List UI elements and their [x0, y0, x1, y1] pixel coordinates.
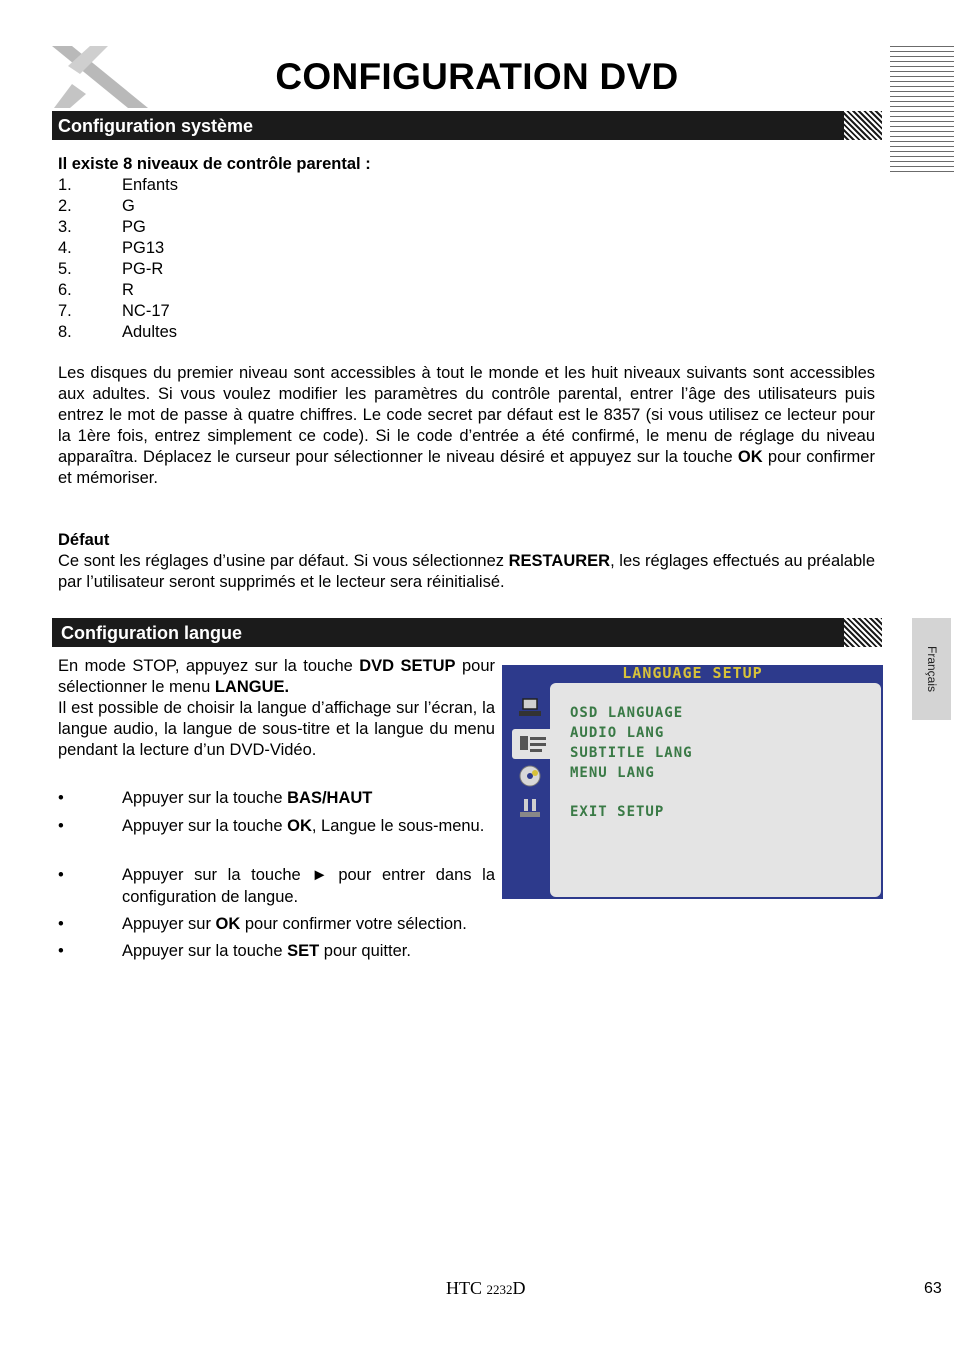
bullet-icon: • — [58, 942, 64, 960]
level-label: Adultes — [122, 323, 178, 341]
bullet-icon: • — [58, 817, 64, 835]
instruction-segment: BAS/HAUT — [287, 789, 373, 807]
level-number: 8. — [58, 323, 72, 341]
instruction-segment: Appuyer sur la touche — [122, 789, 288, 807]
tv-icon — [516, 697, 544, 719]
level-number: 6. — [58, 281, 72, 299]
instruction-segment: OK — [215, 915, 241, 933]
osd-icon-column — [510, 691, 550, 891]
language-description: Il est possible de choisir la langue d’affichage sur l’écran, la langue audio, la langue de sous-titre et la langue du menu pendant la lecture d’un DVD-Vidéo. — [58, 699, 495, 759]
hatch-decoration — [844, 111, 882, 140]
instruction-text — [122, 864, 495, 908]
menu-lang-item[interactable]: MENU LANG — [570, 765, 655, 781]
bullet-icon: • — [58, 915, 64, 933]
parental-paragraph — [58, 363, 875, 489]
instruction-segment: Appuyer sur — [122, 915, 216, 933]
instruction-segment: Appuyer sur la touche ► pour entrer dans la configuration de langue. — [122, 866, 495, 906]
parental-level-item — [58, 217, 146, 238]
level-number: 3. — [58, 218, 72, 236]
subtitle-lang-item[interactable]: SUBTITLE LANG — [570, 745, 693, 761]
level-number: 7. — [58, 302, 72, 320]
exit-setup-item[interactable]: EXIT SETUP — [570, 804, 665, 820]
paragraph-text-end: pour confirmer et mémoriser. — [58, 448, 875, 487]
instruction-segment: SET — [287, 942, 320, 960]
level-label: PG — [122, 218, 146, 236]
disc-icon — [516, 765, 544, 787]
osd-language-item[interactable]: OSD LANGUAGE — [570, 705, 684, 721]
model-number: 2232 — [486, 1282, 513, 1297]
level-label: R — [122, 281, 134, 299]
side-tab-label: Français — [924, 645, 939, 693]
osd-title: LANGUAGE SETUP — [622, 664, 763, 682]
model-prefix: HTC — [446, 1278, 487, 1298]
level-number: 2. — [58, 197, 72, 215]
parental-level-item — [58, 175, 178, 196]
decorative-stripes — [890, 46, 954, 172]
speaker-icon — [516, 797, 544, 819]
bullet-icon: • — [58, 866, 64, 884]
default-paragraph — [58, 551, 875, 593]
model-suffix: D — [512, 1278, 526, 1298]
level-label: PG-R — [122, 260, 164, 278]
page-title: CONFIGURATION DVD — [275, 56, 679, 97]
parental-level-item — [58, 322, 177, 343]
section-heading-system: Configuration système — [58, 116, 254, 136]
level-label: Enfants — [122, 176, 178, 194]
restore-label: RESTAURER — [508, 552, 611, 570]
hatch-decoration — [844, 618, 882, 647]
intro-text: En mode STOP, appuyez sur la touche — [58, 657, 360, 675]
paragraph-text: Les disques du premier niveau sont accessibles à tout le monde et les huit niveaux suivants sont accessibles aux adultes. Si vous voulez modifier les paramètres du contrôle parental, entrer l’âge des utilisateurs puis entrez le mot de passe à quatre chiffres. Le code secret par défaut est le 8357 (si vous utilisez ce lecteur pour la 1ère fois, entrez simplement ce code). Si le code d’entrée a été confirmé, le menu de réglage du niveau apparaîtra. Déplacez le curseur pour sélectionner le niveau désiré et appuyez sur la touche — [58, 364, 875, 466]
page-number: 63 — [924, 1280, 942, 1297]
section-heading-bar — [52, 111, 882, 140]
parental-intro: Il existe 8 niveaux de contrôle parental : — [58, 155, 371, 173]
instruction-segment: OK — [287, 817, 312, 835]
default-text-end: , les réglages effectués au préalable par l’utilisateur seront supprimés et le lecteur sera réinitialisé. — [58, 552, 875, 591]
instruction-text — [122, 787, 559, 809]
level-number: 1. — [58, 176, 72, 194]
instruction-text — [122, 940, 562, 962]
parental-level-item — [58, 301, 170, 322]
instruction-segment: pour quitter. — [319, 942, 411, 960]
dvd-setup-key: DVD SETUP — [359, 657, 456, 675]
bullet-icon: • — [58, 789, 64, 807]
intro-text-2: pour sélectionner le menu — [58, 657, 495, 696]
language-setup-screenshot — [502, 665, 883, 899]
footer-model — [446, 1278, 526, 1299]
default-heading: Défaut — [58, 531, 110, 549]
instruction-segment: Appuyer sur la touche — [122, 817, 288, 835]
ok-key-label: OK — [737, 448, 763, 466]
instruction-segment: pour confirmer votre sélection. — [240, 915, 467, 933]
parental-level-item — [58, 196, 135, 217]
audio-lang-item[interactable]: AUDIO LANG — [570, 725, 665, 741]
level-number: 4. — [58, 239, 72, 257]
language-side-tab — [912, 618, 951, 720]
level-label: PG13 — [122, 239, 165, 257]
instruction-text — [122, 815, 495, 837]
default-text: Ce sont les réglages d’usine par défaut. Si vous sélectionnez — [58, 552, 509, 570]
instruction-segment: , Langue le sous-menu. — [311, 817, 485, 835]
level-label: NC-17 — [122, 302, 170, 320]
parental-level-item — [58, 238, 164, 259]
parental-level-item — [58, 280, 134, 301]
language-intro — [58, 656, 495, 698]
level-label: G — [122, 197, 135, 215]
instruction-text — [122, 913, 562, 935]
parental-level-item — [58, 259, 163, 280]
osd-menu-panel — [550, 683, 881, 897]
section-heading-language: Configuration langue — [61, 623, 242, 643]
section-heading-bar — [52, 618, 882, 647]
level-number: 5. — [58, 260, 72, 278]
langue-menu-label: LANGUE. — [214, 678, 290, 696]
instruction-segment: Appuyer sur la touche — [122, 942, 288, 960]
